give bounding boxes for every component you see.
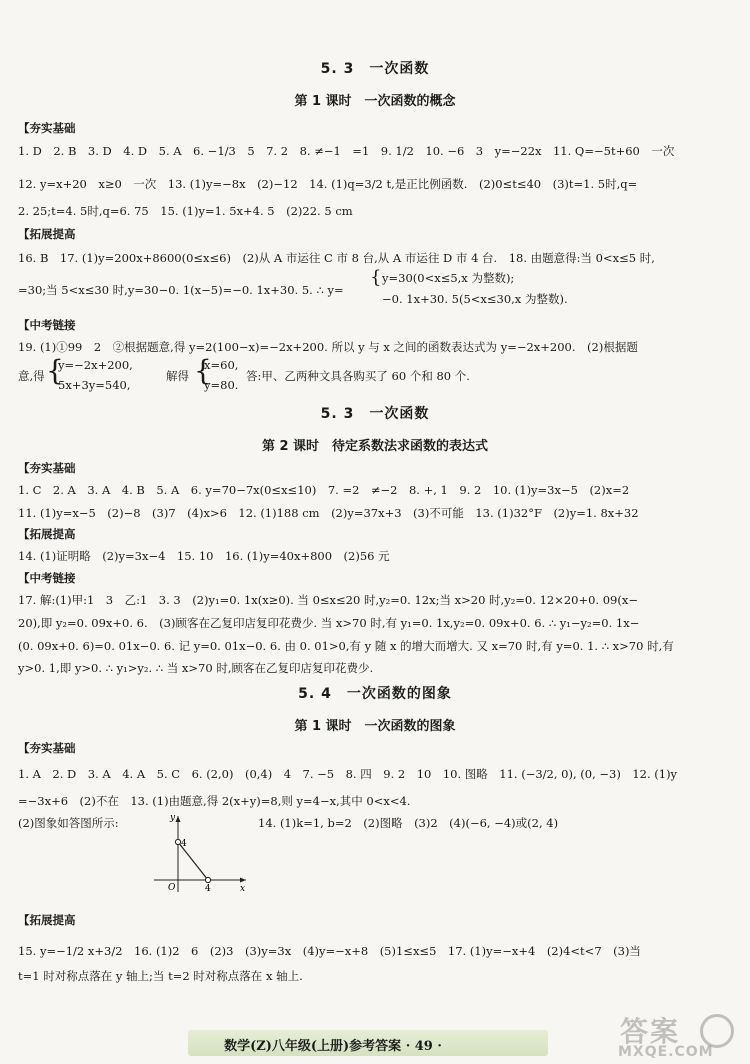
answer-line: 2. 25;t=4. 5时,q=6. 75 15. (1)y=1. 5x+4. 5 (2)22. 5 cm (18, 204, 353, 218)
tag-exam: 【中考链接 (18, 571, 76, 585)
y-label: y (170, 813, 176, 823)
answer-line: (0. 09x+0. 6)=0. 01x−0. 6. 记 y=0. 01x−0. 6. 由 0. 01>0,有 y 随 x 的增大而增大. 又 x=70 时,有 y=0. 1. ∴ x>70 时,有 (18, 639, 674, 653)
answer-line: y=−2x+200, (58, 358, 133, 372)
tag-extend: 【拓展提高 (18, 527, 76, 541)
tag-exam: 【中考链接 (18, 318, 76, 332)
brace: { (370, 267, 382, 288)
watermark-url: MXQE.COM (618, 1044, 714, 1060)
answer-line: 1. C 2. A 3. A 4. B 5. A 6. y=70−7x(0≤x≤10) 7. =2 ≠−2 8. +, 1 9. 2 10. (1)y=3x−5 (2)x=2 (18, 483, 630, 497)
section-title: 5. 3 一次函数 (320, 61, 430, 77)
answer-line: y=30(0<x≤5,x 为整数); (382, 271, 515, 285)
answer-line: 1. D 2. B 3. D 4. D 5. A 6. −1/3 5 7. 2 8. ≠−1 =1 9. 1/2 10. −6 3 y=−22x 11. Q=−5t+60 一次 (18, 144, 675, 158)
answer-line: =30;当 5<x≤30 时,y=30−0. 1(x−5)=−0. 1x+30. 5. ∴ y= (18, 283, 344, 297)
section-title: 5. 3 一次函数 (320, 406, 430, 422)
section-title: 5. 4 一次函数的图象 (298, 686, 452, 702)
section-subtitle: 第 1 课时 一次函数的概念 (294, 94, 456, 109)
tag-extend: 【拓展提高 (18, 913, 76, 927)
answer-line: 17. 解:(1)甲:1 3 乙:1 3. 3 (2)y₁=0. 1x(x≥0). 当 0≤x≤20 时,y₂=0. 12x;当 x>20 时,y₂=0. 12×20+0. 09(x− (18, 593, 638, 607)
section-subtitle: 第 2 课时 待定系数法求函数的表达式 (261, 439, 489, 454)
tag-basic: 【夯实基础 (18, 121, 76, 135)
function-graph (150, 812, 250, 894)
answer-line: =−3x+6 (2)不在 13. (1)由题意,得 2(x+y)=8,则 y=4−x,其中 0<x<4. (18, 794, 411, 808)
open-point-y (175, 839, 180, 844)
answer-line: 12. y=x+20 x≥0 一次 13. (1)y=−8x (2)−12 14. (1)q=3/2 t,是正比例函数. (2)0≤t≤40 (3)t=1. 5时,q= (18, 177, 638, 191)
answer-line: 答:甲、乙两种文具各购买了 60 个和 80 个. (246, 369, 470, 383)
x-axis-arrow (240, 878, 246, 883)
answer-line: 14. (1)k=1, b=2 (2)图略 (3)2 (4)(−6, −4)或(2, 4) (258, 816, 559, 830)
answer-line: 11. (1)y=x−5 (2)−8 (3)7 (4)x>6 12. (1)188 cm (2)y=37x+3 (3)不可能 13. (1)32°F (2)y=1. 8x+32 (18, 506, 639, 520)
answer-line: 15. y=−1/2 x+3/2 16. (1)2 6 (2)3 (3)y=3x (4)y=−x+8 (5)1≤x≤5 17. (1)y=−x+4 (2)4<t<7 (3)当 (18, 944, 641, 958)
answer-line: 20),即 y₂=0. 09x+0. 6. (3)顾客在乙复印店复印花费少. 当 x>70 时,有 y₁=0. 1x,y₂=0. 09x+0. 6. ∴ y₁−y₂=0. 1x− (18, 616, 640, 630)
answer-line: 14. (1)证明略 (2)y=3x−4 15. 10 16. (1)y=40x+800 (2)56 元 (18, 549, 390, 563)
watermark-text: 答案 (620, 1015, 681, 1048)
watermark-logo (612, 1010, 742, 1060)
y-intercept-label: 4 (181, 839, 187, 849)
page-footer: 数学(Z)八年级(上册)参考答案 · 49 · (224, 1039, 442, 1054)
answer-line: y>0. 1,即 y>0. ∴ y₁>y₂. ∴ 当 x>70 时,顾客在乙复印店复印花费少. (18, 661, 374, 675)
open-point-x (205, 877, 210, 882)
y-axis-arrow (176, 816, 181, 822)
answer-line: (2)图象如答图所示: (18, 816, 119, 830)
answer-line: 1. A 2. D 3. A 4. A 5. C 6. (2,0) (0,4) 4 7. −5 8. 四 9. 2 10 10. 图略 11. (−3/2, 0), (0, −3) 12. (1)y (18, 767, 678, 781)
answer-line: x=60, (204, 358, 239, 372)
answer-line: 意,得 (18, 369, 45, 383)
answer-line: 19. (1)①99 2 ②根据题意,得 y=2(100−x)=−2x+200. 所以 y 与 x 之间的函数表达式为 y=−2x+200. (2)根据题 (18, 340, 638, 354)
tag-basic: 【夯实基础 (18, 461, 76, 475)
answer-line: 16. B 17. (1)y=200x+8600(0≤x≤6) (2)从 A 市运往 C 市 8 台,从 A 市运往 D 市 4 台. 18. 由题意得:当 0<x≤5 时, (18, 251, 655, 265)
answer-line: 5x+3y=540, (58, 378, 131, 392)
answer-line: t=1 时对称点落在 y 轴上;当 t=2 时对称点落在 x 轴上. (18, 969, 303, 983)
answer-line: 解得 (166, 369, 189, 383)
tag-basic: 【夯实基础 (18, 741, 76, 755)
x-intercept-label: 4 (205, 884, 211, 894)
brace: { (194, 354, 212, 387)
watermark-circle-icon (700, 1014, 734, 1048)
answer-line: y=80. (204, 378, 239, 392)
section-subtitle: 第 1 课时 一次函数的图象 (294, 719, 456, 734)
x-label: x (240, 884, 246, 894)
brace: { (46, 354, 64, 387)
origin-label: O (168, 883, 176, 893)
tag-extend: 【拓展提高 (18, 227, 76, 241)
answer-line: −0. 1x+30. 5(5<x≤30,x 为整数). (382, 292, 568, 306)
